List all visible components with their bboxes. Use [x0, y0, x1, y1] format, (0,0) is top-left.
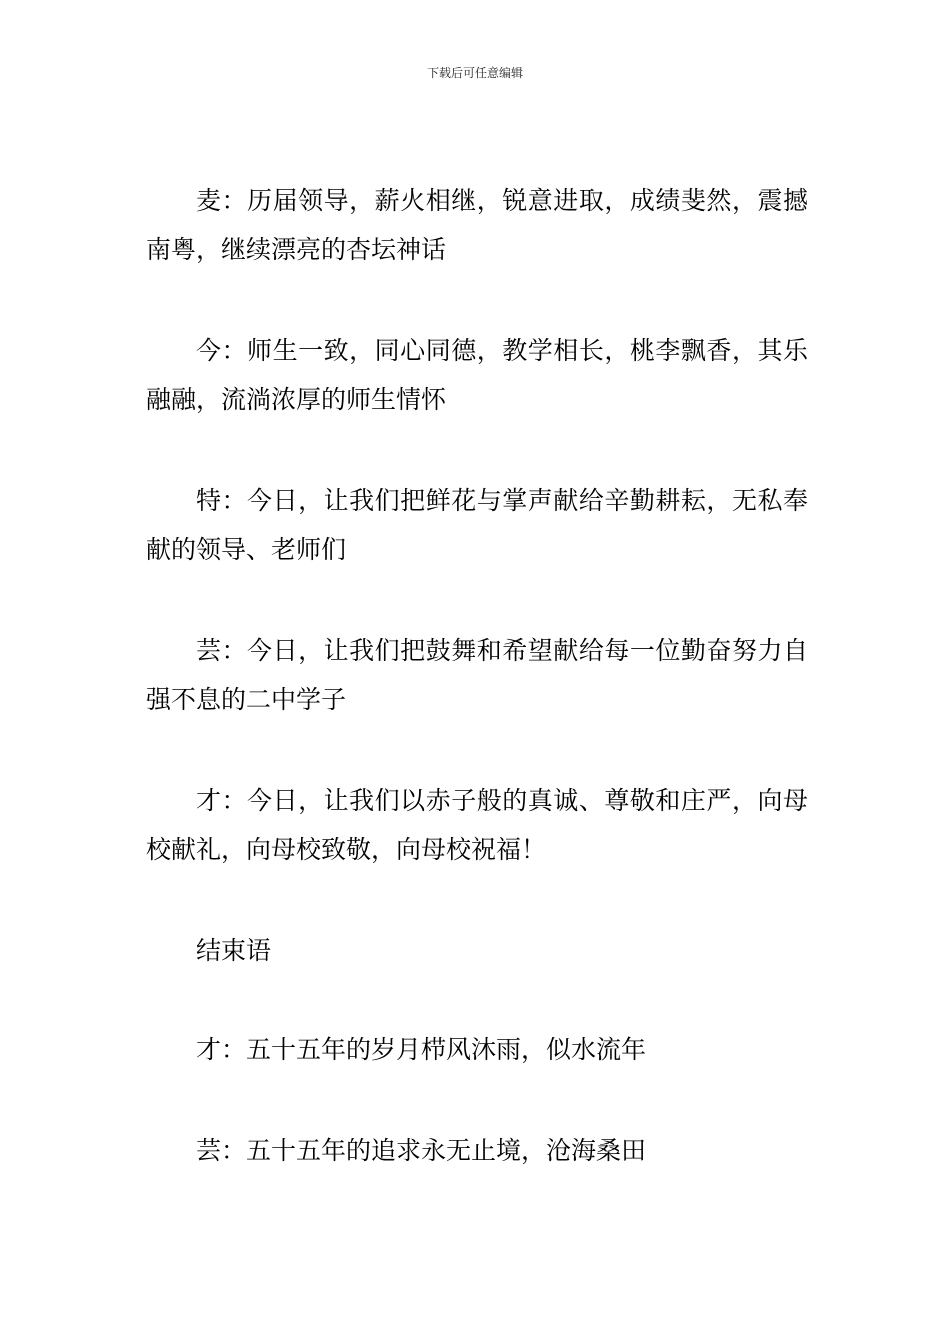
paragraph-yun: 芸：今日，让我们把鼓舞和希望献给每一位勤奋努力自强不息的二中学子 — [146, 636, 808, 714]
paragraph-cai-closing: 才：五十五年的岁月栉风沐雨，似水流年 — [196, 1035, 647, 1064]
page-header-note: 下载后可任意编辑 — [426, 66, 523, 80]
paragraph-jin: 今：师生一致，同心同德，教学相长，桃李飘香，其乐融融，流淌浓厚的师生情怀 — [146, 336, 808, 414]
section-heading-closing: 结束语 — [196, 936, 272, 965]
paragraph-te: 特：今日，让我们把鲜花与掌声献给辛勤耕耘，无私奉献的领导、老师们 — [146, 486, 808, 564]
paragraph-mai: 麦：历届领导，薪火相继，锐意进取，成绩斐然，震撼南粤，继续漂亮的杏坛神话 — [146, 186, 808, 264]
document-body — [146, 176, 808, 1227]
paragraph-yun-closing: 芸：五十五年的追求永无止境，沧海桑田 — [196, 1136, 647, 1165]
paragraph-cai: 才：今日，让我们以赤子般的真诚、尊敬和庄严，向母校献礼，向母校致敬，向母校祝福！ — [146, 786, 808, 864]
